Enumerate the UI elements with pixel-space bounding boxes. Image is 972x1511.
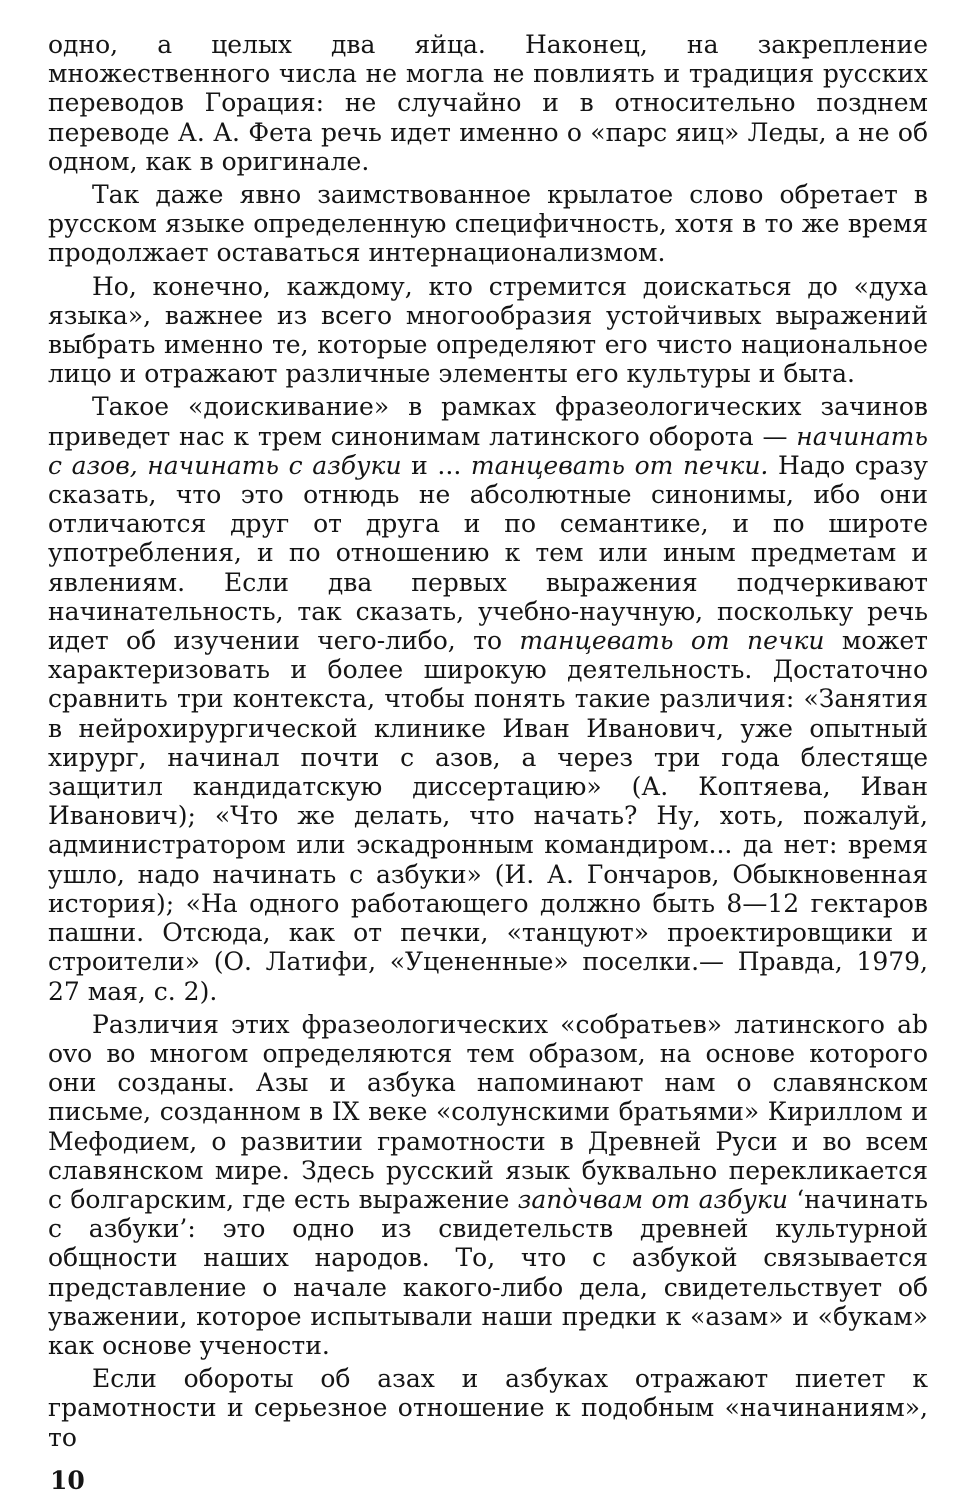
page-number: 10 [50, 1466, 85, 1495]
text-run: Различия этих фразеологических «собратьев» латинского ab ovo во многом определяются тем образом, на основе которого они созданы. Азы и азбука напоминают нам о славянском письме, созданном в IX веке «солунскими братьями» Кириллом и Мефодием, о развитии грамотности в Древней Руси и во всем славянском мире. Здесь русский язык буквально перекликается с болгарским, где есть выражение [48, 1009, 928, 1214]
text-run: одно, а целых два яйца. Наконец, на закрепление множественного числа не могла не повлиять и традиция русских переводов Горация: не случайно и в относительно позднем переводе А. А. Фета речь идет именно о «парс яиц» Леды, а не об одном, как в оригинале. [48, 30, 928, 176]
page-body-text [48, 30, 928, 1452]
italic-phrase: танцевать от печки [519, 626, 825, 656]
italic-phrase: начинать с азов, начинать с азбуки [48, 421, 928, 480]
text-run: может характеризовать и более широкую деятельность. Достаточно сравнить три контекста, чтобы понять такие различия: «Занятия в нейрохирургической клинике Иван Иванович, уже опытный хирург, начинал почти с азов, а через три года блестяще защитил кандидатскую диссертацию» (А. Коптяева, Иван Иванович); «Что же делать, что начать? Ну, хоть, пожалуй, администратором или эскадронным командиром... да нет: время ушло, надо начинать с азбуки» (И. А. Гончаров, Обыкновенная история); «На одного работающего должно быть 8—12 гектаров пашни. Отсюда, как от печки, «танцуют» проектировщики и строители» (О. Латифи, «Уцененные» поселки.— Правда, 1979, 27 мая, с. 2). [48, 626, 929, 1006]
paragraph [48, 180, 928, 268]
text-run: Так даже явно заимствованное крылатое слово обретает в русском языке определенную специфичность, хотя в то же время продолжает оставаться интернационализмом. [48, 180, 928, 268]
text-run: Если обороты об азах и азбуках отражают пиетет к грамотности и серьезное отношение к подобным «начинаниям», то [48, 1364, 928, 1452]
paragraph [48, 392, 928, 1005]
italic-phrase: запо̀чвам от азбуки [517, 1184, 788, 1214]
text-run: ‘начинать с азбуки’: это одно из свидетельств древней культурной общности наших народов. То, что с азбукой связывается представление о начале какого-либо дела, свидетельствует об уважении, которое испытывали наши предки к «азам» и «букам» как основе учености. [48, 1184, 928, 1360]
text-run: Такое «доискивание» в рамках фразеологических зачинов приведет нас к трем синонимам латинского оборота — [48, 392, 928, 451]
text-run: Но, конечно, каждому, кто стремится доискаться до «духа языка», важнее из всего многообразия устойчивых выражений выбрать именно те, которые определяют его чисто национальное лицо и отражают различные элементы его культуры и быта. [48, 271, 928, 389]
paragraph [48, 1364, 928, 1452]
text-run: и ... [401, 450, 471, 480]
italic-phrase: танцевать от печки. [470, 450, 769, 480]
text-run: Надо сразу сказать, что это отнюдь не абсолютные синонимы, ибо они отличаются друг от друга и по семантике, и по широте употребления, и по отношению к тем или иным предметам и явлениям. Если два первых выражения подчеркивают начинательность, так сказать, учебно-научную, поскольку речь идет об изучении чего-либо, то [48, 450, 928, 656]
paragraph [48, 1010, 928, 1360]
paragraph [48, 272, 928, 389]
paragraph [48, 30, 928, 176]
